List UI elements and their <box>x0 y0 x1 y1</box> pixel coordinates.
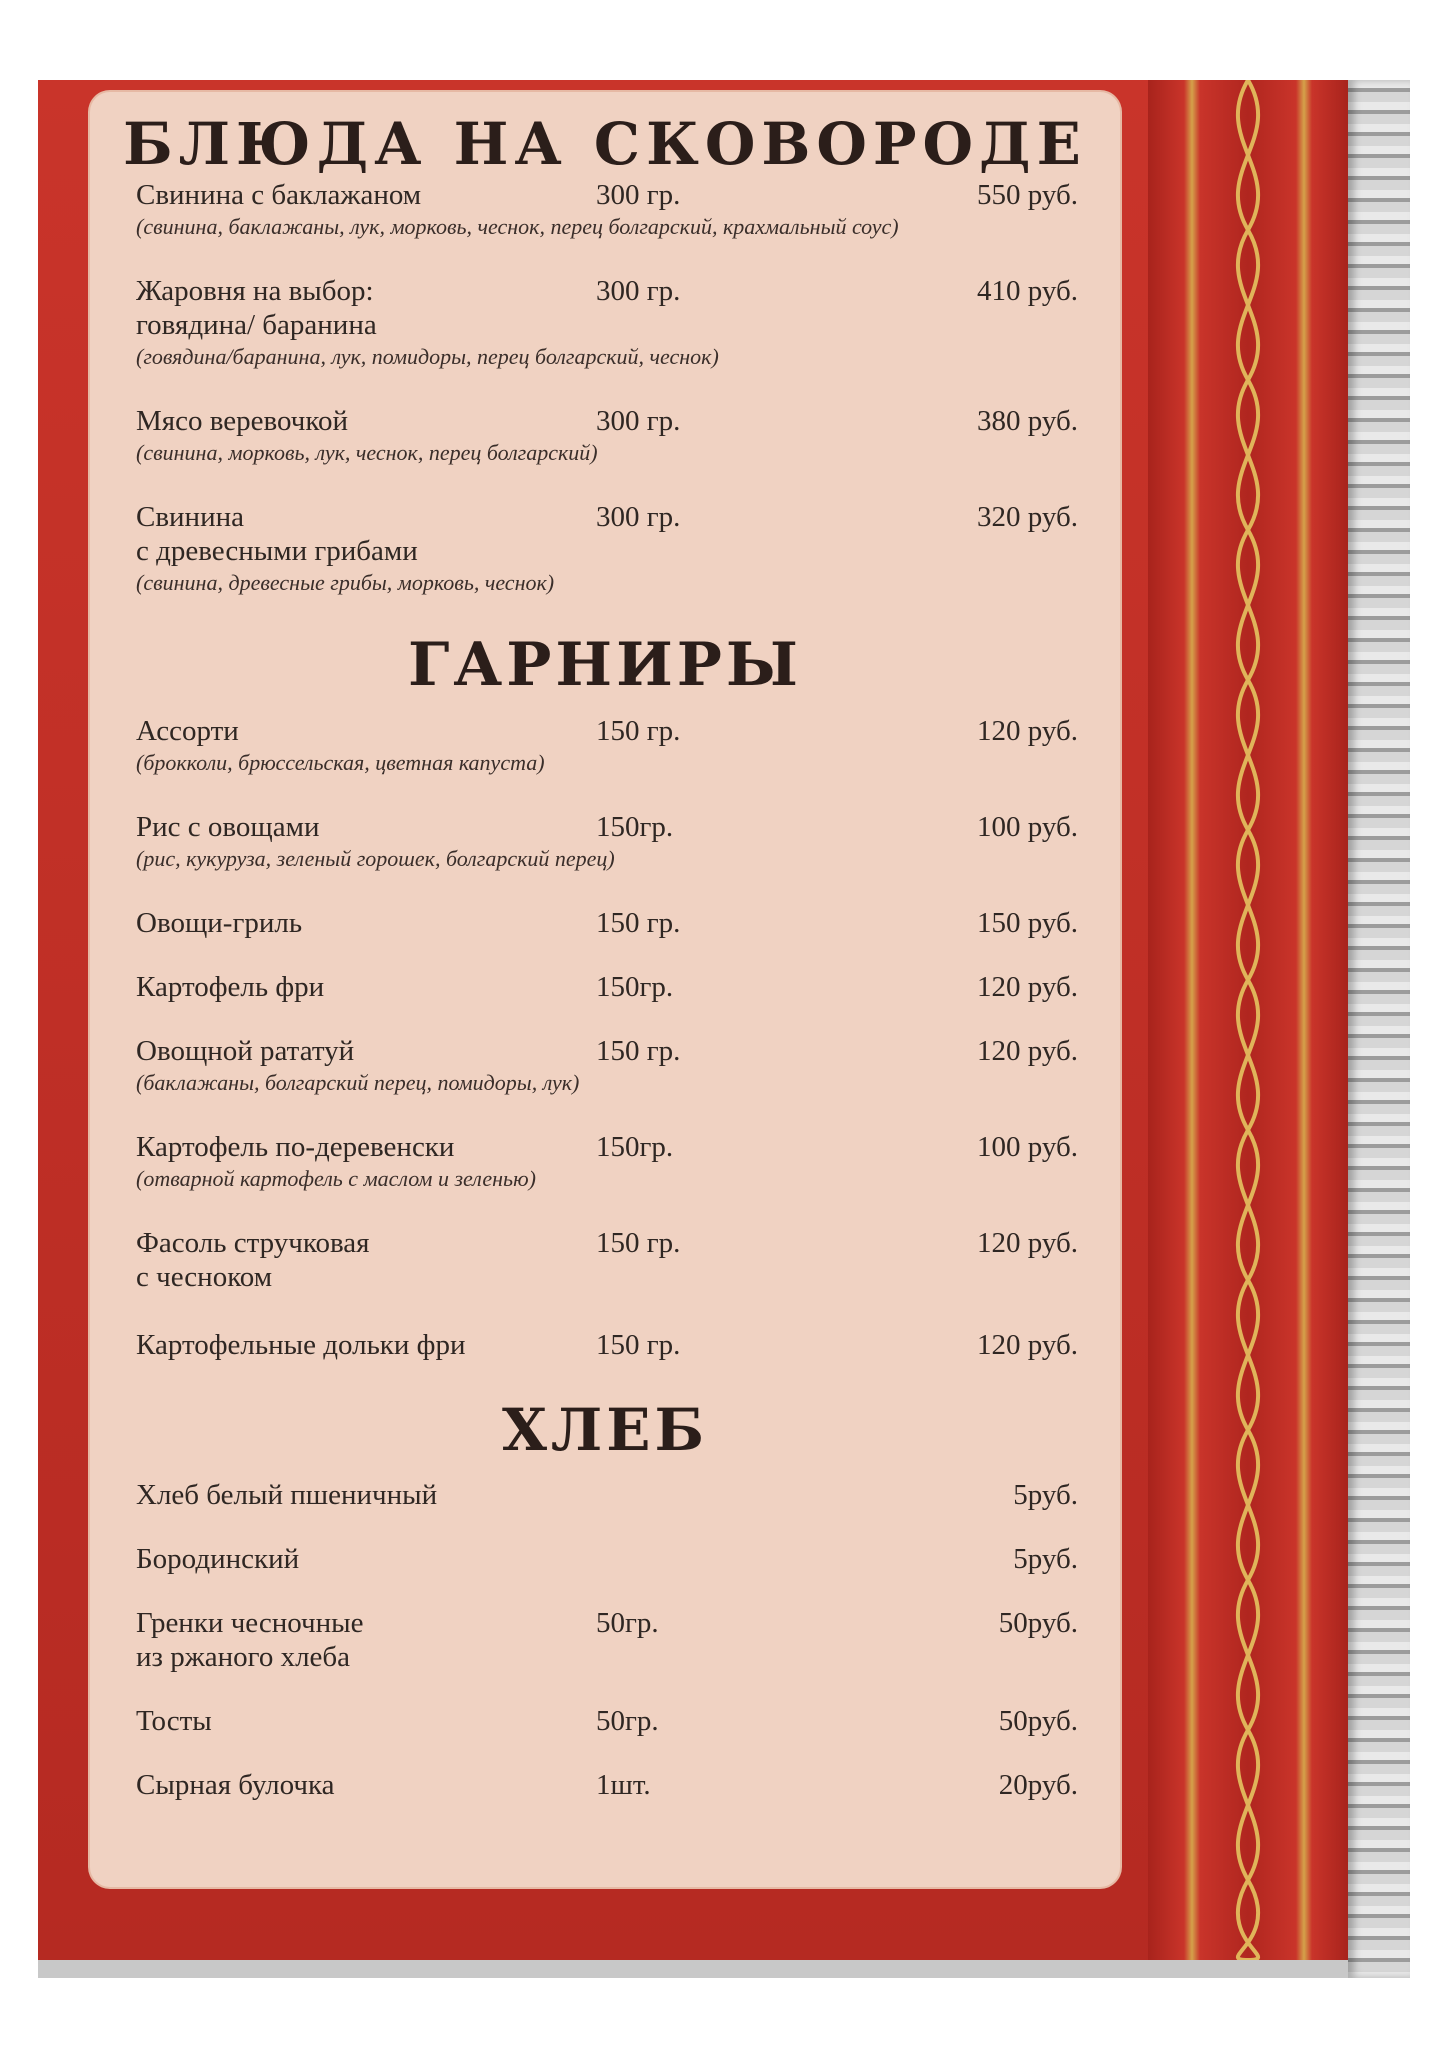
menu-item <box>136 500 1078 596</box>
menu-item <box>136 714 1078 776</box>
menu-card <box>90 92 1120 1887</box>
item-weight: 150 гр. <box>596 715 681 747</box>
menu-item <box>136 1768 1078 1802</box>
item-name: Бородинский <box>136 1543 300 1575</box>
item-description: (говядина/баранина, лук, помидоры, перец болгарский, чеснок) <box>136 344 719 369</box>
item-weight: 150гр. <box>596 1131 674 1163</box>
item-price: 50руб. <box>998 1607 1078 1639</box>
item-weight: 300 гр. <box>596 275 681 307</box>
item-name: Картофель фри <box>136 971 325 1003</box>
item-price: 380 руб. <box>977 405 1078 437</box>
item-price: 5руб. <box>1013 1543 1078 1575</box>
section-title-garnish: ГАРНИРЫ <box>407 630 802 700</box>
item-name: Рис с овощами <box>136 811 320 843</box>
item-price: 20руб. <box>998 1769 1078 1801</box>
item-description: (свинина, древесные грибы, морковь, чеснок) <box>136 570 555 595</box>
menu-scan <box>38 80 1410 1978</box>
item-description: (отварной картофель с маслом и зеленью) <box>136 1166 536 1191</box>
item-weight: 150гр. <box>596 811 674 843</box>
item-name: Жаровня на выбор: говядина/ баранина <box>136 275 377 341</box>
menu-item <box>136 1226 1078 1294</box>
item-weight: 150 гр. <box>596 1035 681 1067</box>
section-garnish-items <box>90 714 1120 1362</box>
item-weight: 150 гр. <box>596 1329 681 1361</box>
item-name: Свинина с баклажаном <box>136 179 422 211</box>
item-weight: 150гр. <box>596 971 674 1003</box>
item-name: Картофель по-деревенски <box>136 1131 455 1163</box>
item-price: 320 руб. <box>977 501 1078 533</box>
item-description: (свинина, морковь, лук, чеснок, перец болгарский) <box>136 440 598 465</box>
item-name: Овощи-гриль <box>136 907 303 939</box>
item-price: 120 руб. <box>977 715 1078 747</box>
ornament-border <box>1148 80 1348 1960</box>
menu-item <box>136 1704 1078 1738</box>
item-weight: 50гр. <box>596 1607 659 1639</box>
item-weight: 300 гр. <box>596 501 681 533</box>
menu-cover <box>38 80 1348 1960</box>
section-bread-items <box>90 1478 1120 1802</box>
item-name: Гренки чесночные из ржаного хлеба <box>136 1607 364 1673</box>
spiral-binding <box>1348 80 1410 1978</box>
item-weight: 300 гр. <box>596 405 681 437</box>
item-description: (свинина, баклажаны, лук, морковь, чеснок, перец болгарский, крахмальный соус) <box>136 214 899 239</box>
menu-item <box>136 178 1078 240</box>
item-price: 120 руб. <box>977 1329 1078 1361</box>
menu-item <box>136 970 1078 1004</box>
item-price: 150 руб. <box>977 907 1078 939</box>
item-price: 100 руб. <box>977 1131 1078 1163</box>
swirl-ornament-icon <box>1203 80 1293 1960</box>
menu-item <box>136 404 1078 466</box>
item-name: Свинина с древесными грибами <box>136 501 418 567</box>
item-price: 50руб. <box>998 1705 1078 1737</box>
section-title-bread: ХЛЕБ <box>501 1396 709 1464</box>
item-description: (брокколи, брюссельская, цветная капуста) <box>136 750 545 775</box>
menu-item <box>136 1034 1078 1096</box>
menu-item <box>136 1328 1078 1362</box>
item-price: 120 руб. <box>977 971 1078 1003</box>
item-price: 550 руб. <box>977 179 1078 211</box>
menu-item <box>136 1478 1078 1512</box>
item-name: Картофельные дольки фри <box>136 1329 466 1361</box>
item-name: Фасоль стручковая с чесноком <box>136 1227 370 1293</box>
item-description: (рис, кукуруза, зеленый горошек, болгарский перец) <box>136 846 615 871</box>
menu-item <box>136 906 1078 940</box>
section-title-skillet: БЛЮДА НА СКОВОРОДЕ <box>123 110 1087 178</box>
item-price: 5руб. <box>1013 1479 1078 1511</box>
item-weight: 150 гр. <box>596 907 681 939</box>
menu-item <box>136 1542 1078 1576</box>
menu-item <box>136 1606 1078 1674</box>
item-name: Ассорти <box>136 715 239 747</box>
item-name: Сырная булочка <box>136 1769 335 1801</box>
item-weight: 150 гр. <box>596 1227 681 1259</box>
item-price: 410 руб. <box>977 275 1078 307</box>
menu-item <box>136 274 1078 370</box>
item-weight: 300 гр. <box>596 179 681 211</box>
item-price: 120 руб. <box>977 1227 1078 1259</box>
item-name: Мясо веревочкой <box>136 405 348 437</box>
item-weight: 1шт. <box>596 1769 651 1801</box>
item-weight: 50гр. <box>596 1705 659 1737</box>
menu-item <box>136 810 1078 872</box>
item-description: (баклажаны, болгарский перец, помидоры, лук) <box>136 1070 580 1095</box>
item-price: 120 руб. <box>977 1035 1078 1067</box>
menu-item <box>136 1130 1078 1192</box>
item-price: 100 руб. <box>977 811 1078 843</box>
item-name: Хлеб белый пшеничный <box>136 1479 438 1511</box>
item-name: Овощной рататуй <box>136 1035 355 1067</box>
item-name: Тосты <box>136 1705 212 1737</box>
section-skillet-items <box>90 178 1120 596</box>
